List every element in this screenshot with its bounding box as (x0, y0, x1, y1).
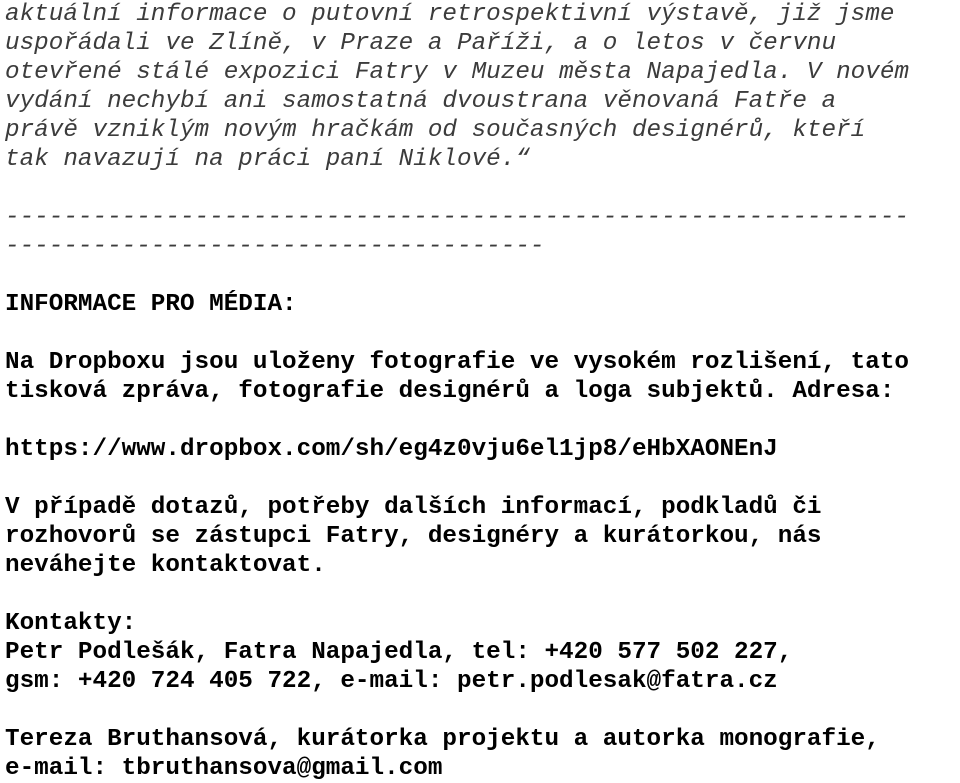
dropbox-line: Na Dropboxu jsou uloženy fotografie ve vysokém rozlišení, tato (5, 349, 909, 376)
intro-line: aktuální informace o putovní retrospektivní výstavě, již jsme (5, 1, 895, 28)
intro-line: právě vzniklým novým hračkám od současných designérů, kteří (5, 117, 866, 144)
intro-line: vydání nechybí ani samostatná dvoustrana věnovaná Fatře a (5, 88, 837, 115)
separator-line: -------------------------------------------------------------- (5, 204, 909, 231)
intro-line: tak navazují na práci paní Niklové.“ (5, 146, 530, 173)
separator-line: ------------------------------------- (5, 233, 545, 260)
contact-note-line: neváhejte kontaktovat. (5, 552, 326, 579)
dropbox-line: tisková zpráva, fotografie designérů a loga subjektů. Adresa: (5, 378, 895, 405)
intro-line: otevřené stálé expozici Fatry v Muzeu města Napajedla. V novém (5, 59, 909, 86)
contact-note-line: rozhovorů se zástupci Fatry, designéry a kurátorkou, nás (5, 523, 822, 550)
separator (5, 203, 957, 261)
contact-person2-line: Tereza Bruthansová, kurátorka projektu a autorka monografie, (5, 726, 880, 753)
dropbox-url[interactable]: https://www.dropbox.com/sh/eg4z0vju6el1jp8/eHbXAONEnJ (5, 436, 778, 463)
contact-person2-line: e-mail: tbruthansova@gmail.com (5, 755, 443, 782)
intro-line: uspořádali ve Zlíně, v Praze a Paříži, a o letos v červnu (5, 30, 837, 57)
dropbox-paragraph (5, 348, 957, 406)
contact-person1-line: Petr Podlešák, Fatra Napajedla, tel: +420 577 502 227, (5, 639, 793, 666)
contact-note-line: V případě dotazů, potřeby dalších informací, podkladů či (5, 494, 822, 521)
intro-paragraph (5, 0, 957, 174)
contacts-label: Kontakty: (5, 610, 137, 637)
contacts-section (5, 609, 957, 783)
contact-person1-line: gsm: +420 724 405 722, e-mail: petr.podlesak@fatra.cz (5, 668, 778, 695)
media-section (5, 290, 957, 580)
media-heading: INFORMACE PRO MÉDIA: (5, 291, 297, 318)
contact-note-paragraph (5, 493, 957, 580)
document-page (5, 0, 957, 783)
